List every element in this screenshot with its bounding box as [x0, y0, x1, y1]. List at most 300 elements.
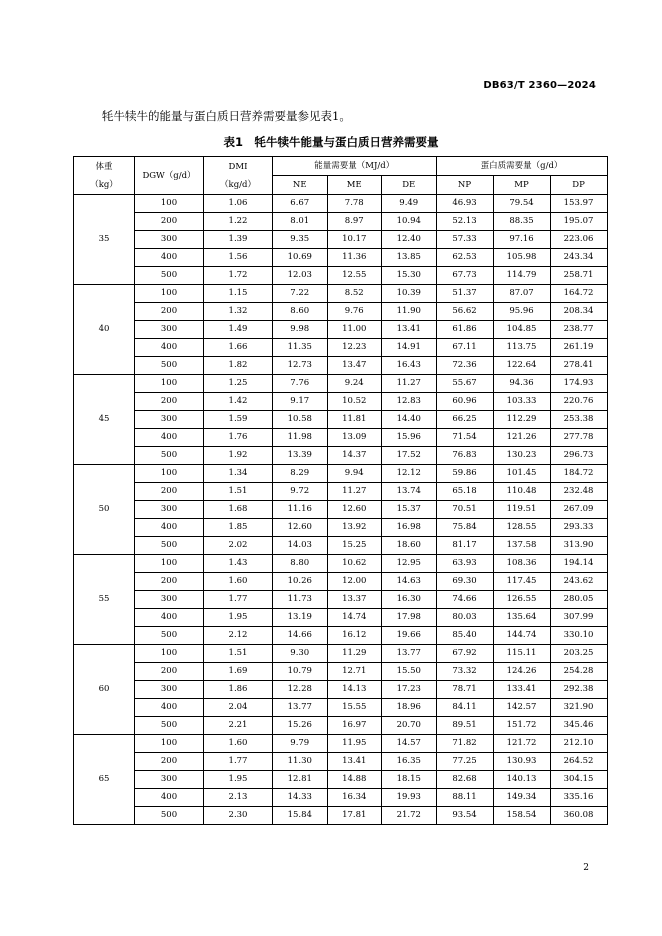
table-cell: 15.37 [382, 501, 437, 519]
table-cell: 12.23 [327, 339, 382, 357]
table-cell: 11.16 [273, 501, 328, 519]
table-cell: 17.98 [382, 609, 437, 627]
table-cell: 20.70 [382, 717, 437, 735]
table-cell: 15.50 [382, 663, 437, 681]
table-cell: 13.41 [327, 753, 382, 771]
table-cell: 11.36 [327, 249, 382, 267]
table-cell: 200 [135, 573, 204, 591]
table-cell: 1.22 [204, 213, 273, 231]
table-cell: 500 [135, 717, 204, 735]
table-cell: 14.88 [327, 771, 382, 789]
table-cell: 9.24 [327, 375, 382, 393]
table-cell: 14.13 [327, 681, 382, 699]
table-row [74, 537, 608, 555]
page-number: 2 [583, 863, 589, 873]
table-row [74, 699, 608, 717]
table-cell: 400 [135, 699, 204, 717]
table-cell: 16.97 [327, 717, 382, 735]
table-cell: 78.71 [436, 681, 493, 699]
table-cell: 238.77 [550, 321, 607, 339]
table-cell: 9.79 [273, 735, 328, 753]
table-cell: 2.13 [204, 789, 273, 807]
table-cell: 1.85 [204, 519, 273, 537]
table-row [74, 267, 608, 285]
table-row [74, 285, 608, 303]
table-cell: 80.03 [436, 609, 493, 627]
table-cell: 13.85 [382, 249, 437, 267]
table-cell: 21.72 [382, 807, 437, 825]
table-cell: 122.64 [493, 357, 550, 375]
table-cell: 1.43 [204, 555, 273, 573]
table-cell: 194.14 [550, 555, 607, 573]
table-cell: 12.60 [327, 501, 382, 519]
table-cell: 2.02 [204, 537, 273, 555]
weight-cell: 50 [74, 465, 135, 555]
table-cell: 16.12 [327, 627, 382, 645]
table-cell: 105.98 [493, 249, 550, 267]
table-row [74, 213, 608, 231]
table-cell: 18.60 [382, 537, 437, 555]
weight-cell: 55 [74, 555, 135, 645]
table-cell: 11.81 [327, 411, 382, 429]
table-cell: 11.98 [273, 429, 328, 447]
table-cell: 300 [135, 591, 204, 609]
table-cell: 300 [135, 321, 204, 339]
table-row [74, 591, 608, 609]
table-cell: 153.97 [550, 195, 607, 213]
table-cell: 400 [135, 609, 204, 627]
table-cell: 200 [135, 213, 204, 231]
table-cell: 277.78 [550, 429, 607, 447]
table-cell: 12.73 [273, 357, 328, 375]
table-cell: 9.94 [327, 465, 382, 483]
table-cell: 9.17 [273, 393, 328, 411]
table-cell: 1.60 [204, 735, 273, 753]
table-cell: 1.39 [204, 231, 273, 249]
table-row [74, 321, 608, 339]
weight-cell: 40 [74, 285, 135, 375]
table-cell: 12.81 [273, 771, 328, 789]
table-cell: 1.51 [204, 645, 273, 663]
table-row [74, 627, 608, 645]
table-cell: 51.37 [436, 285, 493, 303]
table-cell: 94.36 [493, 375, 550, 393]
table-cell: 13.47 [327, 357, 382, 375]
nutrition-requirement-table [73, 156, 608, 825]
table-cell: 88.35 [493, 213, 550, 231]
table-row [74, 501, 608, 519]
table-cell: 15.25 [327, 537, 382, 555]
header-energy-group: 能量需要量（MJ/d） [273, 157, 437, 176]
table-cell: 56.62 [436, 303, 493, 321]
table-cell: 1.72 [204, 267, 273, 285]
table-cell: 97.16 [493, 231, 550, 249]
header-dmi-unit: （kg/d） [220, 179, 256, 190]
table-cell: 13.41 [382, 321, 437, 339]
table-cell: 130.93 [493, 753, 550, 771]
table-cell: 14.57 [382, 735, 437, 753]
table-cell: 7.78 [327, 195, 382, 213]
table-cell: 400 [135, 249, 204, 267]
table-cell: 17.23 [382, 681, 437, 699]
table-cell: 128.55 [493, 519, 550, 537]
table-row [74, 609, 608, 627]
table-cell: 70.51 [436, 501, 493, 519]
table-cell: 17.81 [327, 807, 382, 825]
table-row [74, 735, 608, 753]
table-cell: 16.35 [382, 753, 437, 771]
table-cell: 2.21 [204, 717, 273, 735]
table-cell: 14.91 [382, 339, 437, 357]
table-cell: 10.62 [327, 555, 382, 573]
table-row [74, 195, 608, 213]
table-cell: 203.25 [550, 645, 607, 663]
table-cell: 500 [135, 537, 204, 555]
table-row [74, 249, 608, 267]
table-cell: 55.67 [436, 375, 493, 393]
table-cell: 8.01 [273, 213, 328, 231]
table-cell: 243.62 [550, 573, 607, 591]
header-dgw: DGW（g/d） [135, 157, 204, 195]
table-row [74, 303, 608, 321]
table-cell: 208.34 [550, 303, 607, 321]
table-cell: 130.23 [493, 447, 550, 465]
table-cell: 400 [135, 339, 204, 357]
header-weight-unit: （kg） [90, 179, 118, 190]
table-cell: 8.80 [273, 555, 328, 573]
table-cell: 335.16 [550, 789, 607, 807]
table-cell: 72.36 [436, 357, 493, 375]
table-cell: 8.52 [327, 285, 382, 303]
table-cell: 232.48 [550, 483, 607, 501]
table-cell: 296.73 [550, 447, 607, 465]
table-row [74, 555, 608, 573]
table-row [74, 357, 608, 375]
header-dmi-label: DMI [228, 161, 248, 172]
table-cell: 13.09 [327, 429, 382, 447]
header-np: NP [436, 176, 493, 195]
table-cell: 19.93 [382, 789, 437, 807]
weight-cell: 35 [74, 195, 135, 285]
table-cell: 261.19 [550, 339, 607, 357]
table-cell: 93.54 [436, 807, 493, 825]
table-row [74, 429, 608, 447]
table-cell: 74.66 [436, 591, 493, 609]
table-cell: 101.45 [493, 465, 550, 483]
table-cell: 10.69 [273, 249, 328, 267]
header-dp: DP [550, 176, 607, 195]
weight-cell: 45 [74, 375, 135, 465]
table-cell: 142.57 [493, 699, 550, 717]
table-cell: 15.55 [327, 699, 382, 717]
table-cell: 137.58 [493, 537, 550, 555]
table-cell: 13.39 [273, 447, 328, 465]
table-cell: 280.05 [550, 591, 607, 609]
table-cell: 103.33 [493, 393, 550, 411]
table-cell: 14.63 [382, 573, 437, 591]
table-cell: 1.32 [204, 303, 273, 321]
table-cell: 500 [135, 357, 204, 375]
table-cell: 321.90 [550, 699, 607, 717]
table-cell: 1.92 [204, 447, 273, 465]
table-cell: 69.30 [436, 573, 493, 591]
table-cell: 264.52 [550, 753, 607, 771]
table-cell: 71.82 [436, 735, 493, 753]
table-cell: 108.36 [493, 555, 550, 573]
table-cell: 17.52 [382, 447, 437, 465]
table-cell: 345.46 [550, 717, 607, 735]
table-cell: 15.26 [273, 717, 328, 735]
table-cell: 300 [135, 771, 204, 789]
table-cell: 149.34 [493, 789, 550, 807]
table-cell: 1.60 [204, 573, 273, 591]
table-cell: 267.09 [550, 501, 607, 519]
table-cell: 1.49 [204, 321, 273, 339]
table-cell: 67.11 [436, 339, 493, 357]
table-row [74, 645, 608, 663]
table-cell: 100 [135, 735, 204, 753]
table-cell: 212.10 [550, 735, 607, 753]
table-cell: 100 [135, 465, 204, 483]
table-cell: 140.13 [493, 771, 550, 789]
table-row [74, 573, 608, 591]
table-row [74, 789, 608, 807]
table-cell: 9.76 [327, 303, 382, 321]
table-cell: 71.54 [436, 429, 493, 447]
table-cell: 62.53 [436, 249, 493, 267]
table-cell: 121.26 [493, 429, 550, 447]
table-row [74, 231, 608, 249]
table-cell: 200 [135, 303, 204, 321]
table-cell: 19.66 [382, 627, 437, 645]
table-cell: 52.13 [436, 213, 493, 231]
table-cell: 135.64 [493, 609, 550, 627]
table-cell: 126.55 [493, 591, 550, 609]
table-cell: 313.90 [550, 537, 607, 555]
document-id: DB63/T 2360—2024 [483, 80, 596, 91]
table-cell: 278.41 [550, 357, 607, 375]
table-cell: 63.93 [436, 555, 493, 573]
table-cell: 9.30 [273, 645, 328, 663]
table-cell: 66.25 [436, 411, 493, 429]
table-cell: 12.12 [382, 465, 437, 483]
table-cell: 292.38 [550, 681, 607, 699]
table-cell: 8.29 [273, 465, 328, 483]
table-cell: 12.71 [327, 663, 382, 681]
table-cell: 1.42 [204, 393, 273, 411]
table-cell: 195.07 [550, 213, 607, 231]
table-cell: 9.72 [273, 483, 328, 501]
table-cell: 46.93 [436, 195, 493, 213]
table-cell: 1.69 [204, 663, 273, 681]
table-cell: 144.74 [493, 627, 550, 645]
table-cell: 9.49 [382, 195, 437, 213]
table-cell: 87.07 [493, 285, 550, 303]
header-de: DE [382, 176, 437, 195]
table-cell: 16.98 [382, 519, 437, 537]
table-cell: 1.77 [204, 753, 273, 771]
table-cell: 112.29 [493, 411, 550, 429]
table-cell: 1.77 [204, 591, 273, 609]
table-cell: 2.12 [204, 627, 273, 645]
table-cell: 113.75 [493, 339, 550, 357]
table-cell: 10.39 [382, 285, 437, 303]
table-cell: 13.37 [327, 591, 382, 609]
table-cell: 300 [135, 411, 204, 429]
table-cell: 18.96 [382, 699, 437, 717]
table-cell: 18.15 [382, 771, 437, 789]
table-cell: 16.43 [382, 357, 437, 375]
table-row [74, 411, 608, 429]
table-cell: 12.60 [273, 519, 328, 537]
table-row [74, 519, 608, 537]
table-cell: 76.83 [436, 447, 493, 465]
table-cell: 73.32 [436, 663, 493, 681]
table-cell: 1.76 [204, 429, 273, 447]
table-cell: 14.74 [327, 609, 382, 627]
table-cell: 12.95 [382, 555, 437, 573]
table-cell: 11.90 [382, 303, 437, 321]
table-cell: 2.04 [204, 699, 273, 717]
table-cell: 223.06 [550, 231, 607, 249]
table-cell: 14.66 [273, 627, 328, 645]
table-row [74, 465, 608, 483]
table-cell: 500 [135, 807, 204, 825]
table-cell: 1.95 [204, 609, 273, 627]
table-cell: 110.48 [493, 483, 550, 501]
table-cell: 10.94 [382, 213, 437, 231]
table-row [74, 447, 608, 465]
table-cell: 8.60 [273, 303, 328, 321]
table-cell: 13.77 [382, 645, 437, 663]
table-cell: 174.93 [550, 375, 607, 393]
table-cell: 1.34 [204, 465, 273, 483]
header-ne: NE [273, 176, 328, 195]
table-row [74, 393, 608, 411]
table-cell: 57.33 [436, 231, 493, 249]
table-row [74, 339, 608, 357]
table-row [74, 681, 608, 699]
table-cell: 1.15 [204, 285, 273, 303]
table-cell: 11.73 [273, 591, 328, 609]
table-cell: 77.25 [436, 753, 493, 771]
table-cell: 254.28 [550, 663, 607, 681]
table-cell: 500 [135, 447, 204, 465]
table-cell: 12.28 [273, 681, 328, 699]
table-cell: 16.34 [327, 789, 382, 807]
table-row [74, 771, 608, 789]
table-cell: 200 [135, 753, 204, 771]
table-cell: 104.85 [493, 321, 550, 339]
table-cell: 79.54 [493, 195, 550, 213]
table-cell: 9.98 [273, 321, 328, 339]
table-cell: 81.17 [436, 537, 493, 555]
header-dmi [204, 157, 273, 195]
table-cell: 100 [135, 375, 204, 393]
table-cell: 11.29 [327, 645, 382, 663]
intro-paragraph: 牦牛犊牛的能量与蛋白质日营养需要量参见表1。 [102, 109, 351, 123]
table-cell: 11.35 [273, 339, 328, 357]
table-cell: 84.11 [436, 699, 493, 717]
table-cell: 7.76 [273, 375, 328, 393]
table-cell: 124.26 [493, 663, 550, 681]
table-cell: 65.18 [436, 483, 493, 501]
weight-cell: 60 [74, 645, 135, 735]
table-cell: 59.86 [436, 465, 493, 483]
table-cell: 1.86 [204, 681, 273, 699]
table-row [74, 753, 608, 771]
table-row [74, 663, 608, 681]
table-cell: 1.68 [204, 501, 273, 519]
table-cell: 82.68 [436, 771, 493, 789]
table-body [74, 195, 608, 825]
table-cell: 10.17 [327, 231, 382, 249]
table-cell: 13.77 [273, 699, 328, 717]
table-cell: 14.03 [273, 537, 328, 555]
table-cell: 67.92 [436, 645, 493, 663]
table-cell: 253.38 [550, 411, 607, 429]
table-cell: 12.03 [273, 267, 328, 285]
table-cell: 12.40 [382, 231, 437, 249]
table-cell: 1.59 [204, 411, 273, 429]
table-cell: 258.71 [550, 267, 607, 285]
table-cell: 1.06 [204, 195, 273, 213]
table-cell: 293.33 [550, 519, 607, 537]
table-cell: 89.51 [436, 717, 493, 735]
table-row [74, 717, 608, 735]
table-cell: 119.51 [493, 501, 550, 519]
header-mp: MP [493, 176, 550, 195]
header-protein-group: 蛋白质需要量（g/d） [436, 157, 607, 176]
table-cell: 11.95 [327, 735, 382, 753]
table-cell: 200 [135, 393, 204, 411]
table-cell: 9.35 [273, 231, 328, 249]
table-cell: 114.79 [493, 267, 550, 285]
table-cell: 14.37 [327, 447, 382, 465]
table-cell: 1.25 [204, 375, 273, 393]
table-cell: 11.27 [327, 483, 382, 501]
table-cell: 85.40 [436, 627, 493, 645]
table-cell: 61.86 [436, 321, 493, 339]
table-cell: 300 [135, 681, 204, 699]
table-cell: 200 [135, 483, 204, 501]
table-cell: 10.58 [273, 411, 328, 429]
header-weight [74, 157, 135, 195]
table-cell: 95.96 [493, 303, 550, 321]
table-cell: 2.30 [204, 807, 273, 825]
table-cell: 13.74 [382, 483, 437, 501]
table-cell: 184.72 [550, 465, 607, 483]
table-cell: 14.33 [273, 789, 328, 807]
table-cell: 13.92 [327, 519, 382, 537]
table-cell: 8.97 [327, 213, 382, 231]
table-cell: 400 [135, 429, 204, 447]
table-cell: 7.22 [273, 285, 328, 303]
table-cell: 400 [135, 789, 204, 807]
header-weight-label: 体重 [95, 161, 113, 172]
table-cell: 330.10 [550, 627, 607, 645]
table-cell: 1.82 [204, 357, 273, 375]
table-cell: 300 [135, 501, 204, 519]
table-cell: 307.99 [550, 609, 607, 627]
header-me: ME [327, 176, 382, 195]
table-cell: 360.08 [550, 807, 607, 825]
table-cell: 304.15 [550, 771, 607, 789]
table-cell: 60.96 [436, 393, 493, 411]
table-cell: 133.41 [493, 681, 550, 699]
table-cell: 12.00 [327, 573, 382, 591]
table-cell: 117.45 [493, 573, 550, 591]
